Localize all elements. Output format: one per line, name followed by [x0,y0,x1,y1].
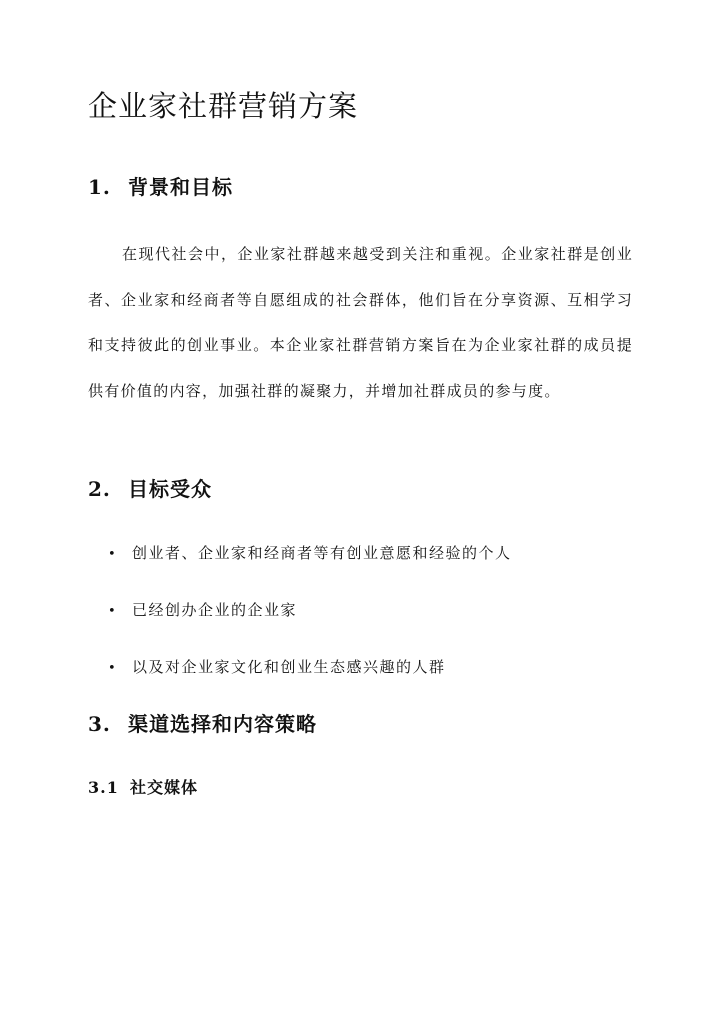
list-item [88,532,512,589]
bullet-icon: • [108,547,118,562]
bullet-icon: • [108,604,118,619]
section-2-number: 2. [88,477,111,501]
bullet-icon: • [108,661,118,676]
section-2-title: 目标受众 [128,477,212,501]
section-3-number: 3. [88,712,111,736]
list-item [88,646,512,703]
subsection-3-1-title: 社交媒体 [130,778,199,797]
section-3-heading [88,709,317,739]
subsection-3-1-number: 3.1 [88,778,119,797]
section-1-title: 背景和目标 [128,175,233,199]
audience-list [88,532,512,703]
subsection-3-1-heading [88,776,198,800]
section-1-heading [88,172,233,202]
document-title: 企业家社群营销方案 [88,89,359,123]
list-item-text: 已经创办企业的企业家 [132,601,298,619]
list-item-text: 以及对企业家文化和创业生态感兴趣的人群 [132,658,446,676]
list-item [88,589,512,646]
section-1-paragraph: 在现代社会中，企业家社群越来越受到关注和重视。企业家社群是创业者、企业家和经商者等自愿组成的社会群体，他们旨在分享资源、互相学习和支持彼此的创业事业。本企业家社群营销方案旨在为企业家社群的成员提供有价值的内容，加强社群的凝聚力，并增加社群成员的参与度。 [88,245,633,400]
section-2-heading [88,474,212,504]
list-item-text: 创业者、企业家和经商者等有创业意愿和经验的个人 [132,544,512,562]
section-3-title: 渠道选择和内容策略 [128,712,317,736]
section-1-number: 1. [88,175,111,199]
